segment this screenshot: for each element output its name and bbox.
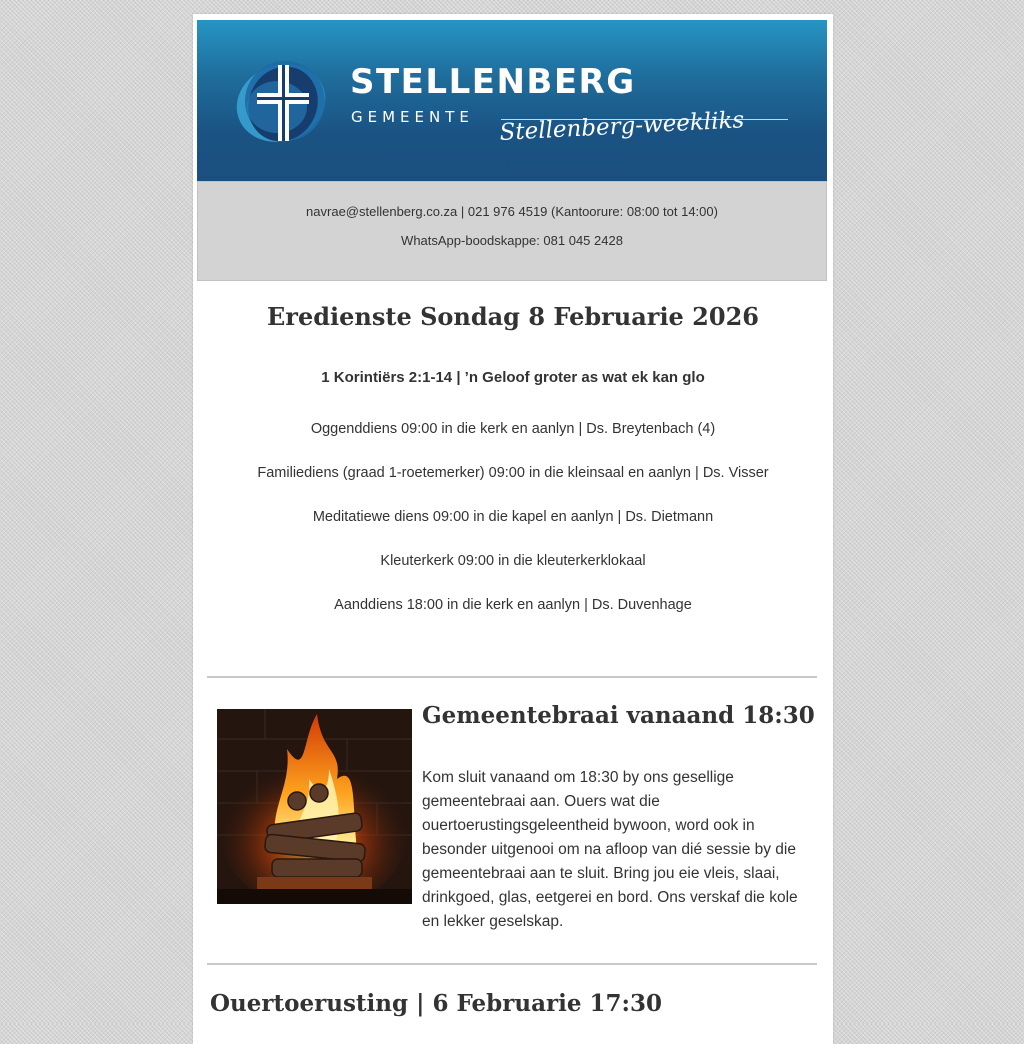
scripture-reference: 1 Korintiërs 2:1-14 | ’n Geloof groter as wat ek kan glo	[321, 369, 705, 386]
service-item: Familiediens (graad 1-roetemerker) 09:00 in die kleinsaal en aanlyn | Ds. Visser	[257, 465, 769, 481]
braai-description: Kom sluit vanaand om 18:30 by ons gesellige gemeentebraai aan. Ouers wat die ouertoerustingsgeleentheid bywoon, word ook in besonder uitgenooi om na afloop van dié sessie by die gemeentebraai aan te sluit. Bring jou eie vleis, slaai, drinkgoed, glas, eetgerei en bord. Ons verskaf die kole en lekker geselskap.	[422, 769, 798, 930]
contact-whatsapp[interactable]: WhatsApp-boodskappe: 081 045 2428	[401, 233, 623, 248]
service-item: Aanddiens 18:00 in die kerk en aanlyn | Ds. Duvenhage	[334, 597, 692, 613]
newsletter-email	[193, 14, 833, 1044]
contact-bar	[197, 181, 827, 281]
ouertoerusting-heading: Ouertoerusting | 6 Februarie 17:30	[210, 990, 662, 1017]
contact-email-phone[interactable]: navrae@stellenberg.co.za | 021 976 4519 (Kantoorure: 08:00 tot 14:00)	[306, 204, 718, 219]
services-heading: Eredienste Sondag 8 Februarie 2026	[267, 302, 759, 331]
cross-logo-icon	[235, 57, 331, 149]
brand-title: STELLENBERG	[350, 62, 636, 102]
service-item: Oggenddiens 09:00 in die kerk en aanlyn | Ds. Breytenbach (4)	[310, 421, 716, 437]
service-item: Meditatiewe diens 09:00 in die kapel en aanlyn | Ds. Dietmann	[312, 509, 714, 525]
brand-script-tagline: Stellenberg-weekliks	[499, 107, 745, 146]
header-banner	[197, 20, 827, 181]
braai-fire-image	[217, 709, 412, 904]
braai-heading: Gemeentebraai vanaand 18:30	[422, 702, 815, 729]
service-item: Kleuterkerk 09:00 in die kleuterkerklokaal	[380, 553, 646, 569]
brand-subtitle: GEMEENTE	[351, 108, 474, 126]
section-divider	[207, 676, 817, 678]
section-divider	[207, 963, 817, 965]
